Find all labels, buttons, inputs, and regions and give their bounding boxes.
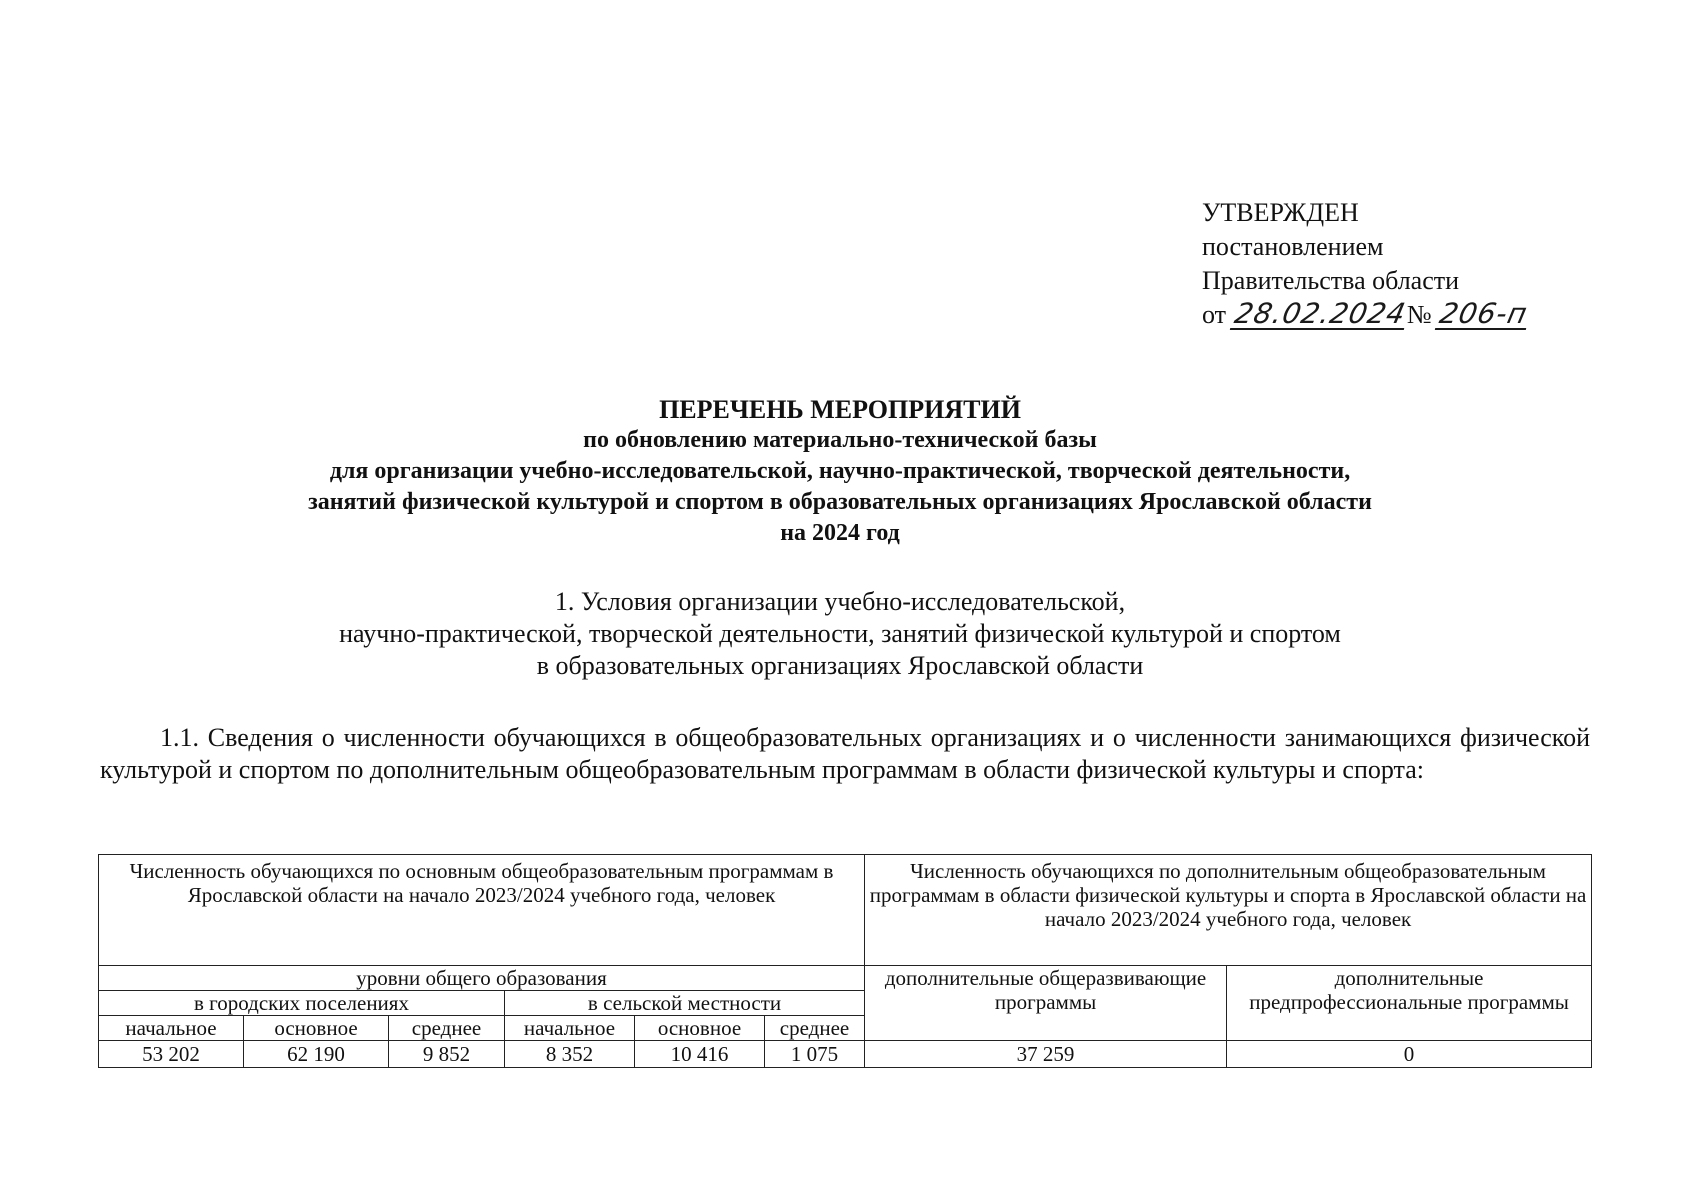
document-title [90,394,1590,549]
header-additional-general: дополнительные общеразвивающие программы [865,966,1227,1041]
title-line-5: на 2024 год [780,520,900,546]
table-row [99,1041,1592,1068]
approval-number-handwritten: 206-п [1436,297,1531,330]
header-main-education: Численность обучающихся по основным общеобразовательным программам в Ярославской области на начало 2023/2024 учебного года, человек [99,855,865,966]
title-line-1: ПЕРЕЧЕНЬ МЕРОПРИЯТИЙ [659,395,1021,424]
header-rural: в сельской местности [505,991,865,1016]
header-rural-basic: основное [635,1016,765,1041]
header-urban: в городских поселениях [99,991,505,1016]
approval-from-label: от [1202,300,1227,329]
value-urban-basic: 62 190 [244,1041,389,1068]
value-rural-primary: 8 352 [505,1041,635,1068]
approval-line-approved: УТВЕРЖДЕН [1202,198,1359,227]
value-rural-basic: 10 416 [635,1041,765,1068]
approval-line-date [1202,298,1529,332]
value-urban-primary: 53 202 [99,1041,244,1068]
header-additional-preprofessional: дополнительные предпрофессиональные программы [1227,966,1592,1041]
approval-line-government: Правительства области [1202,266,1460,295]
section-heading [90,586,1590,682]
section-line-2: научно-практической, творческой деятельности, занятий физической культурой и спортом [339,619,1341,648]
section-line-3: в образовательных организациях Ярославской области [536,651,1144,680]
title-line-2: по обновлению материально-технической базы [583,427,1097,453]
value-urban-secondary: 9 852 [389,1041,505,1068]
header-urban-secondary: среднее [389,1016,505,1041]
value-rural-secondary: 1 075 [765,1041,865,1068]
approval-date-handwritten: 28.02.2024 [1231,297,1409,330]
header-urban-basic: основное [244,1016,389,1041]
header-levels: уровни общего образования [99,966,865,991]
title-line-4: занятий физической культурой и спортом в образовательных организациях Ярославской области [308,489,1372,515]
header-rural-secondary: среднее [765,1016,865,1041]
paragraph-1-1: 1.1. Сведения о численности обучающихся в общеобразовательных организациях и о численности занимающихся физической культурой и спортом по дополнительным общеобразовательным программам в области физической культуры и спорта: [100,723,1590,784]
header-rural-primary: начальное [505,1016,635,1041]
approval-line-resolution: постановлением [1202,232,1384,261]
approval-number-sign: № [1406,300,1432,329]
statistics-table [98,854,1592,1068]
section-line-1: 1. Условия организации учебно-исследовательской, [554,587,1126,616]
header-urban-primary: начальное [99,1016,244,1041]
value-additional-preprofessional: 0 [1227,1041,1592,1068]
title-line-3: для организации учебно-исследовательской, научно-практической, творческой деятельности, [329,458,1351,484]
approval-stamp [1202,196,1529,332]
value-additional-general: 37 259 [865,1041,1227,1068]
header-additional-education: Численность обучающихся по дополнительным общеобразовательным программам в области физической культуры и спорта в Ярославской области на начало 2023/2024 учебного года, человек [865,855,1592,966]
